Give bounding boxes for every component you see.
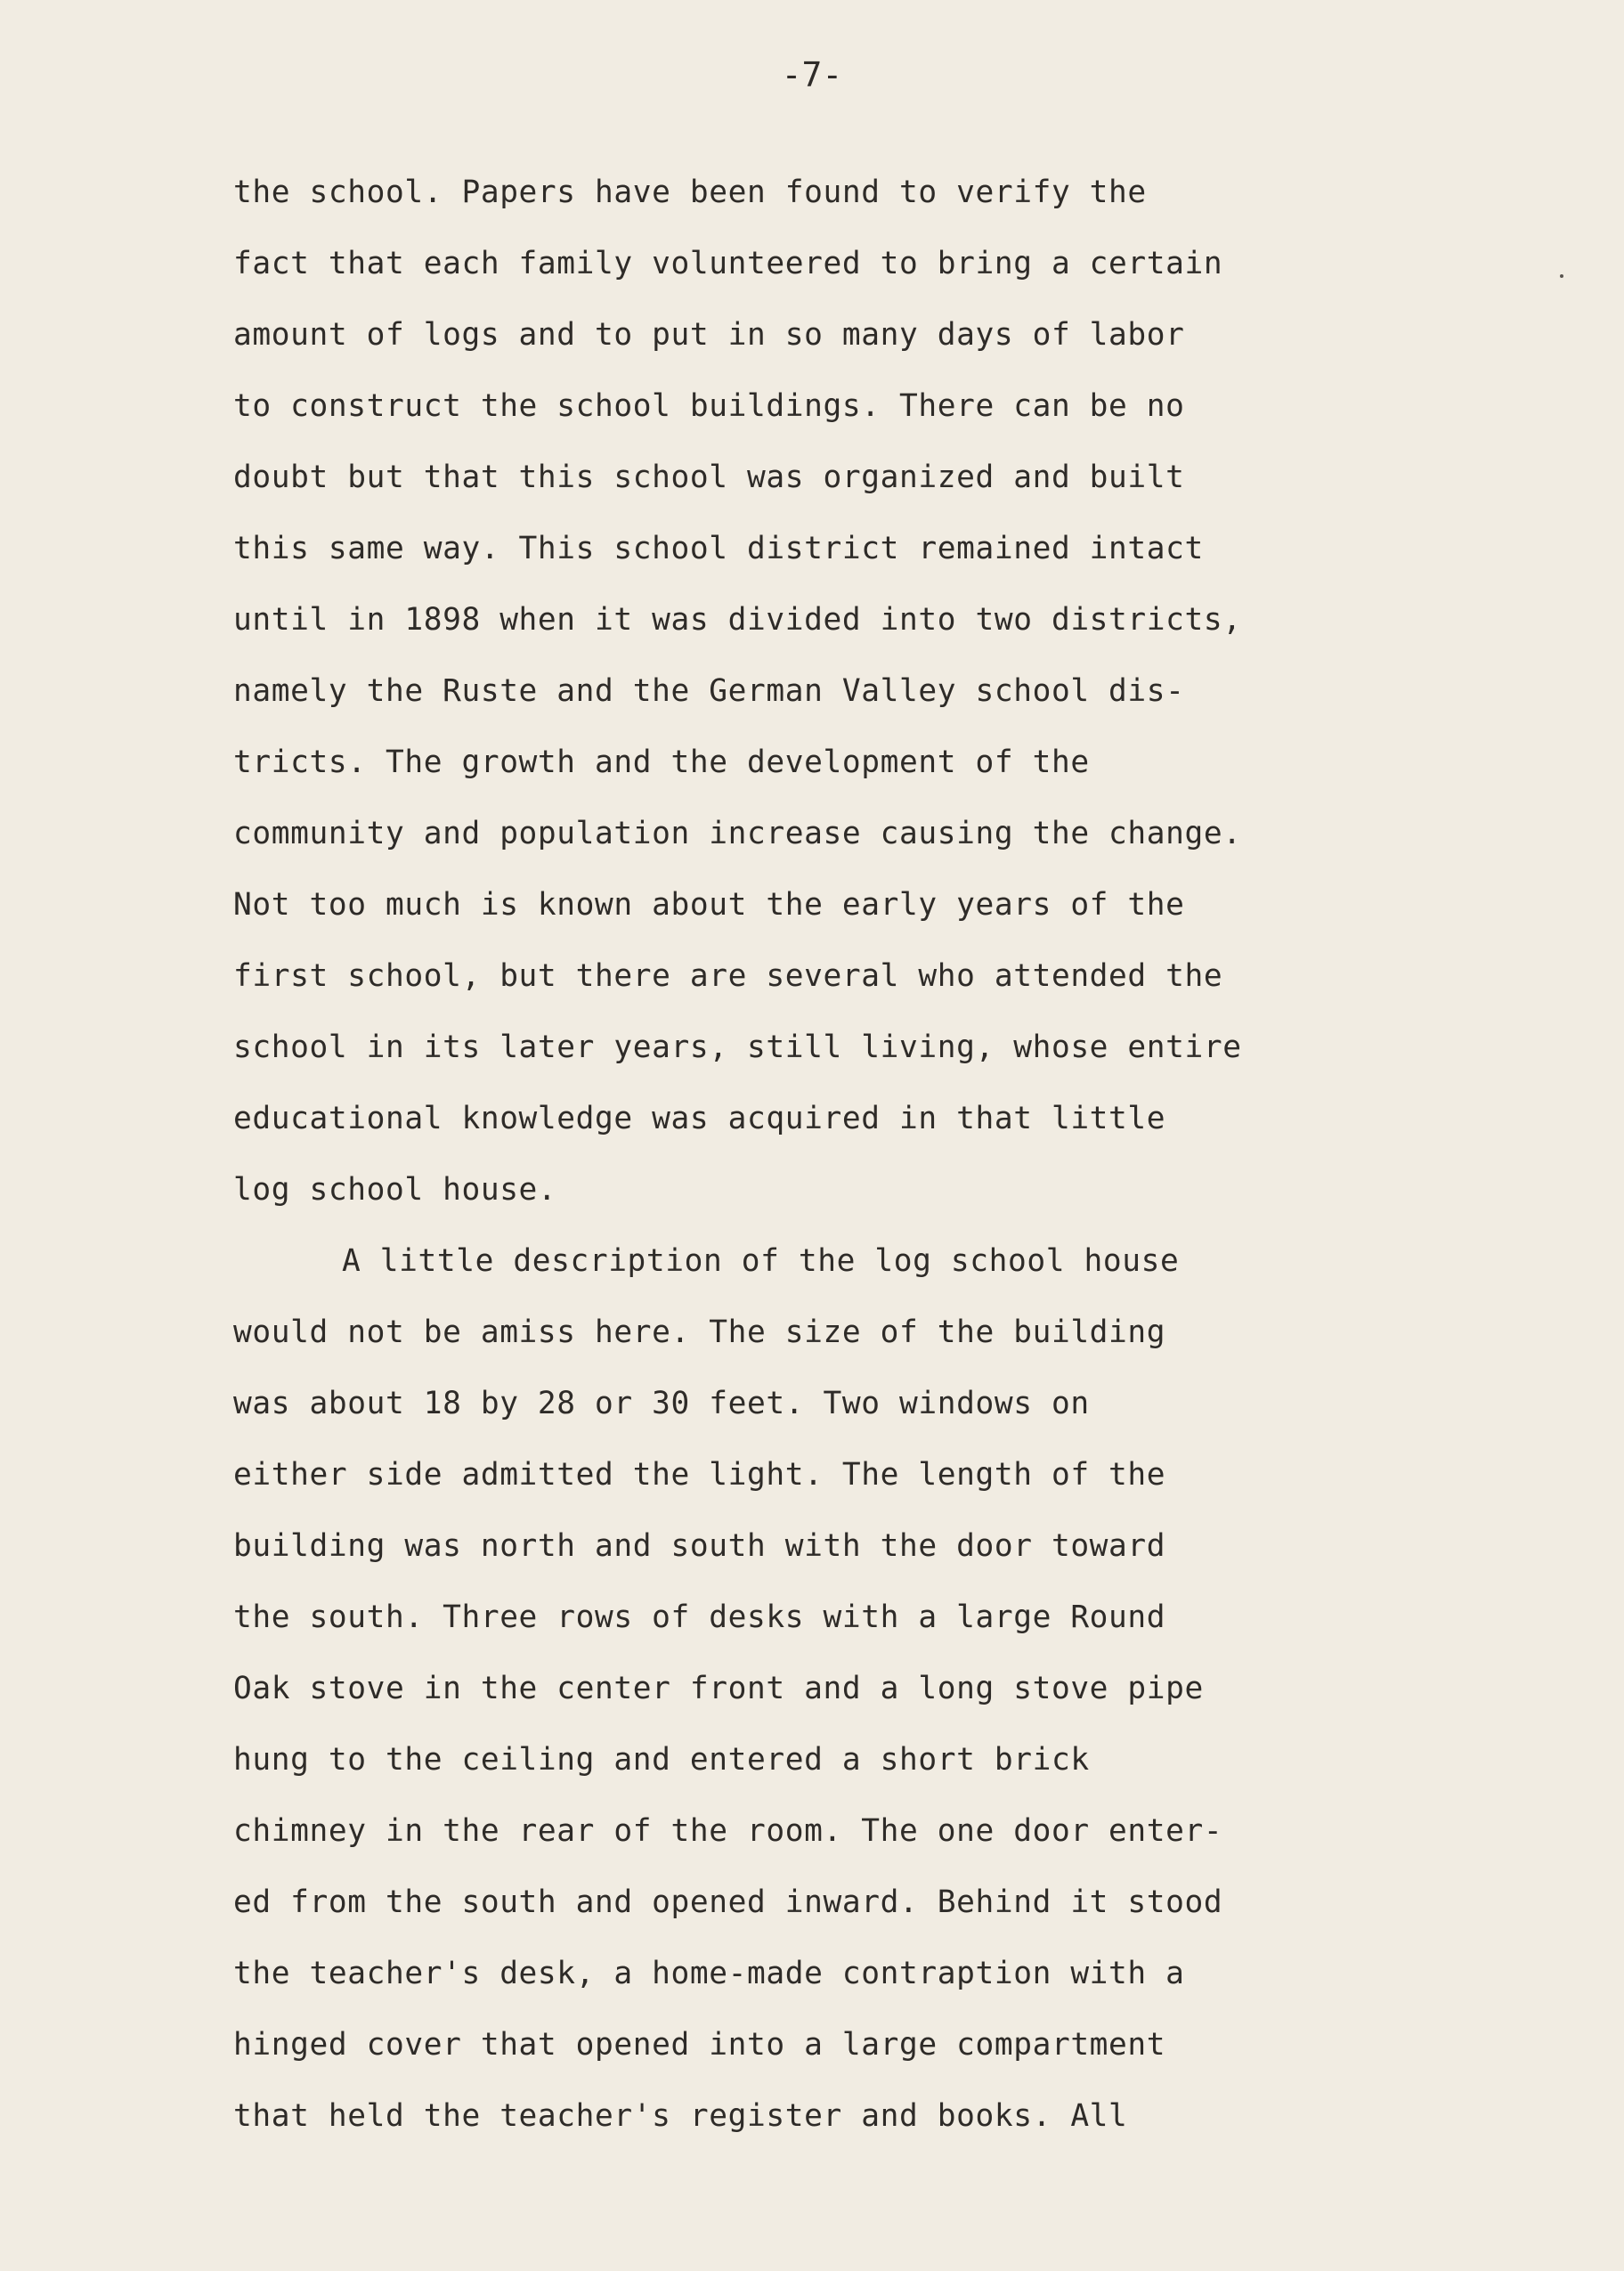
text-line: Not too much is known about the early years of the — [233, 887, 1185, 923]
text-line: amount of logs and to put in so many days of labor — [233, 317, 1185, 353]
text-line: to construct the school buildings. There can be no — [233, 388, 1185, 424]
text-line: Oak stove in the center front and a long stove pipe — [233, 1671, 1204, 1706]
text-line: ed from the south and opened inward. Behind it stood — [233, 1884, 1223, 1920]
text-line: fact that each family volunteered to bring a certain — [233, 246, 1223, 281]
text-line: this same way. This school district remained intact — [233, 531, 1204, 566]
text-line: that held the teacher's register and books. All — [233, 2098, 1128, 2134]
text-line: building was north and south with the door toward — [233, 1528, 1166, 1564]
text-line-paragraph-start: A little description of the log school house — [342, 1243, 1180, 1279]
text-line: the school. Papers have been found to verify the — [233, 175, 1147, 210]
text-line: chimney in the rear of the room. The one door enter- — [233, 1813, 1223, 1849]
text-line: school in its later years, still living, whose entire — [233, 1030, 1242, 1065]
text-line: community and population increase causing the change. — [233, 816, 1242, 851]
text-line: first school, but there are several who attended the — [233, 958, 1223, 994]
text-line: tricts. The growth and the development of the — [233, 745, 1090, 780]
text-line: hung to the ceiling and entered a short brick — [233, 1742, 1090, 1778]
text-line: would not be amiss here. The size of the building — [233, 1315, 1166, 1350]
text-line: either side admitted the light. The length of the — [233, 1457, 1166, 1493]
text-line: was about 18 by 28 or 30 feet. Two windows on — [233, 1386, 1090, 1421]
text-line: log school house. — [233, 1172, 557, 1208]
text-line: the teacher's desk, a home-made contraption with a — [233, 1956, 1185, 1991]
paper-speck — [1560, 274, 1563, 278]
text-line: the south. Three rows of desks with a large Round — [233, 1599, 1166, 1635]
text-line: namely the Ruste and the German Valley school dis- — [233, 673, 1185, 709]
text-line: doubt but that this school was organized and built — [233, 460, 1185, 495]
page-number: -7- — [781, 55, 843, 94]
text-line: until in 1898 when it was divided into two districts, — [233, 602, 1242, 638]
text-line: educational knowledge was acquired in that little — [233, 1101, 1166, 1136]
text-line: hinged cover that opened into a large compartment — [233, 2027, 1166, 2063]
body-text — [233, 157, 1391, 2152]
